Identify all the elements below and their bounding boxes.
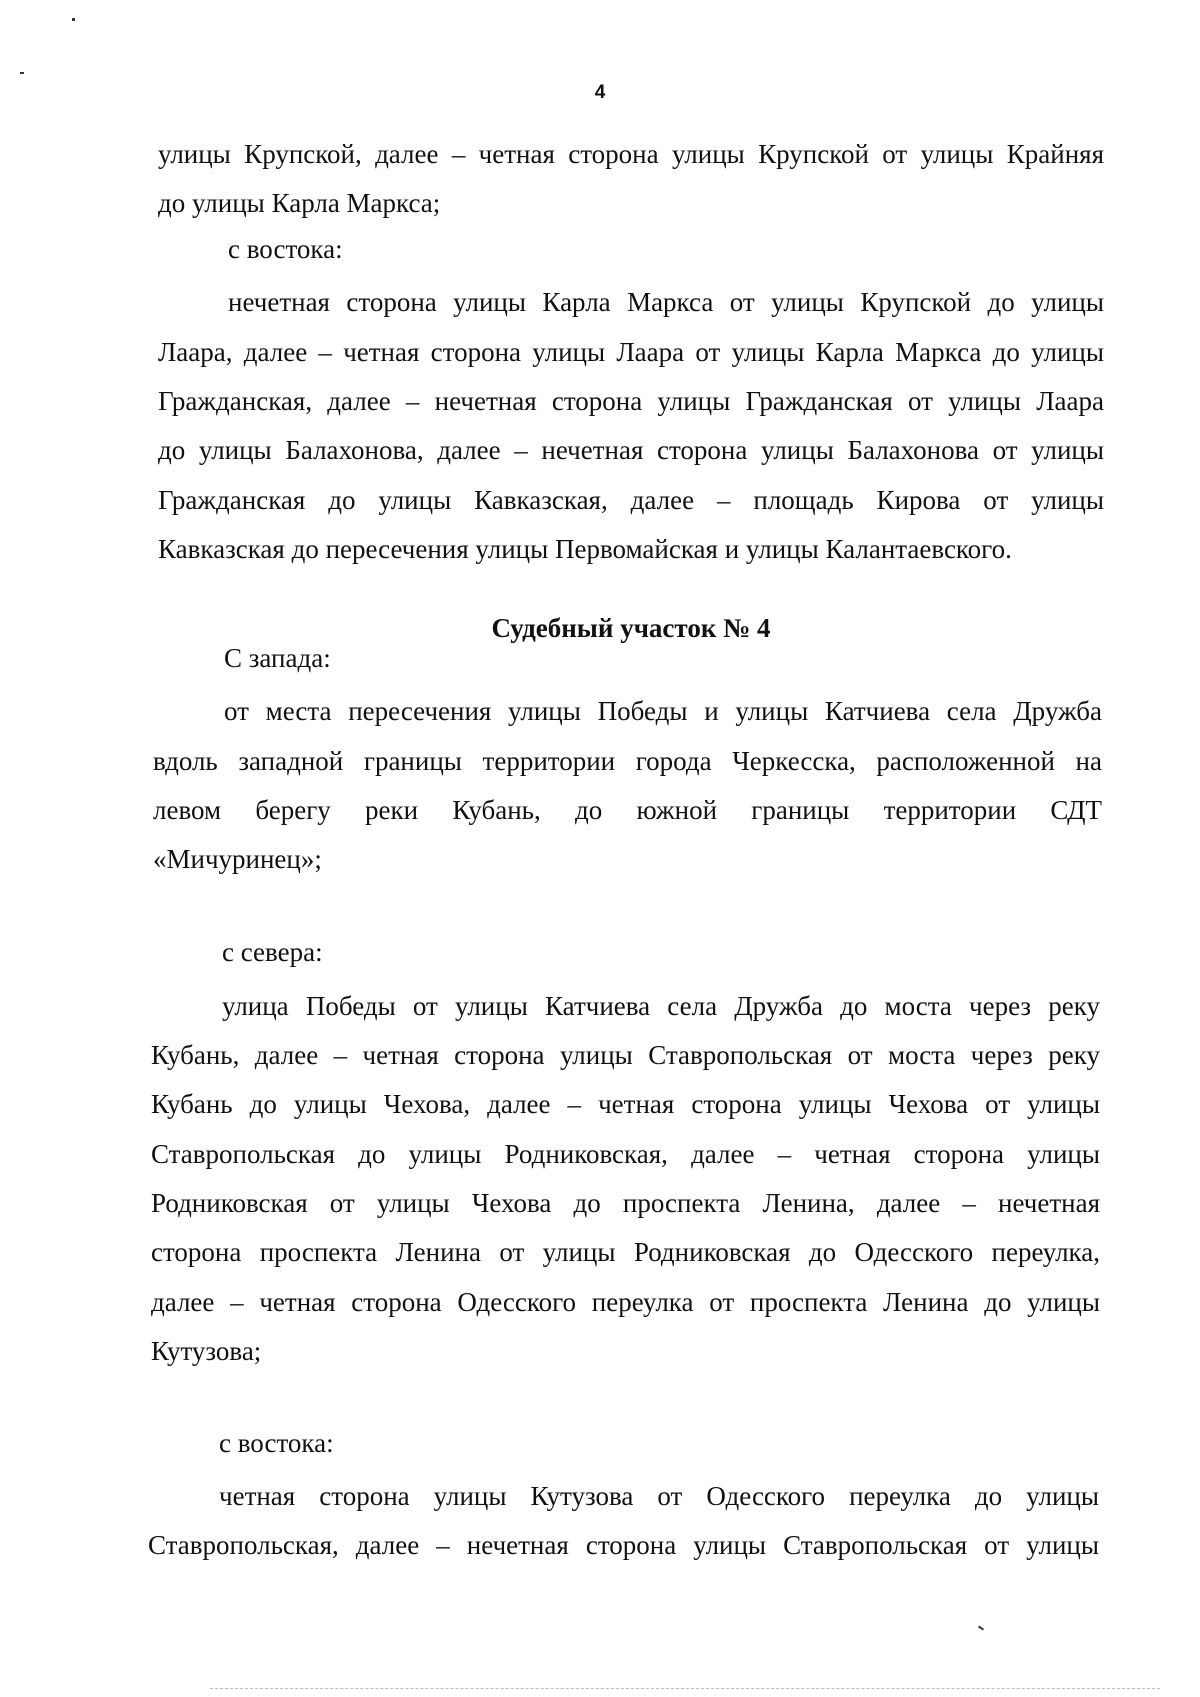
- paragraph-line: до улицы Балахонова, далее – нечетная сторона улицы Балахонова от улицы: [158, 435, 1104, 465]
- paragraph-line: Кавказская до пересечения улицы Первомайская и улицы Калантаевского.: [158, 534, 1012, 564]
- paragraph-line: Гражданская до улицы Кавказская, далее – площадь Кирова от улицы: [158, 485, 1104, 515]
- scan-speck: [72, 18, 75, 21]
- paragraph-line: Гражданская, далее – нечетная сторона улицы Гражданская от улицы Лаара: [158, 386, 1104, 416]
- paragraph-line: Кутузова;: [151, 1336, 262, 1366]
- paragraph-line: Ставропольская, далее – нечетная сторона улицы Ставропольская от улицы: [148, 1530, 1099, 1560]
- scan-speck: [978, 1625, 984, 1630]
- section-title: Судебный участок № 4: [491, 613, 771, 643]
- page-number: 4: [594, 82, 606, 103]
- paragraph-line: четная сторона улицы Кутузова от Одесского переулка до улицы: [219, 1481, 1099, 1511]
- paragraph-line: Кубань до улицы Чехова, далее – четная сторона улицы Чехова от улицы: [151, 1089, 1100, 1119]
- section-heading-north: с севера:: [222, 937, 323, 967]
- paragraph-line: левом берегу реки Кубань, до южной границы территории СДТ: [153, 795, 1102, 825]
- paragraph-line: «Мичуринец»;: [153, 844, 322, 874]
- paragraph-line: от места пересечения улицы Победы и улицы Катчиева села Дружба: [224, 696, 1102, 726]
- paragraph-line: вдоль западной границы территории города Черкесска, расположенной на: [153, 746, 1102, 776]
- paragraph-line: далее – четная сторона Одесского переулка от проспекта Ленина до улицы: [151, 1287, 1100, 1317]
- paragraph-line: сторона проспекта Ленина от улицы Родниковская до Одесского переулка,: [151, 1237, 1100, 1267]
- paragraph-line: до улицы Карла Маркса;: [158, 188, 441, 218]
- scan-speck: [20, 72, 24, 74]
- paragraph-line: Ставропольская до улицы Родниковская, далее – четная сторона улицы: [151, 1139, 1100, 1169]
- paragraph-line: улицы Крупской, далее – четная сторона улицы Крупской от улицы Крайняя: [158, 139, 1104, 169]
- scan-edge-line: [210, 1688, 1160, 1689]
- section-heading-east: с востока:: [219, 1428, 334, 1458]
- paragraph-line: Родниковская от улицы Чехова до проспекта Ленина, далее – нечетная: [151, 1188, 1100, 1218]
- paragraph-line: нечетная сторона улицы Карла Маркса от улицы Крупской до улицы: [228, 287, 1104, 317]
- paragraph-line: улица Победы от улицы Катчиева села Дружба до моста через реку: [222, 991, 1100, 1021]
- section-heading-west: С запада:: [224, 643, 331, 673]
- section-heading-east: с востока:: [228, 234, 343, 264]
- paragraph-line: Лаара, далее – четная сторона улицы Лаара от улицы Карла Маркса до улицы: [158, 337, 1104, 367]
- paragraph-line: Кубань, далее – четная сторона улицы Ставропольская от моста через реку: [151, 1040, 1100, 1070]
